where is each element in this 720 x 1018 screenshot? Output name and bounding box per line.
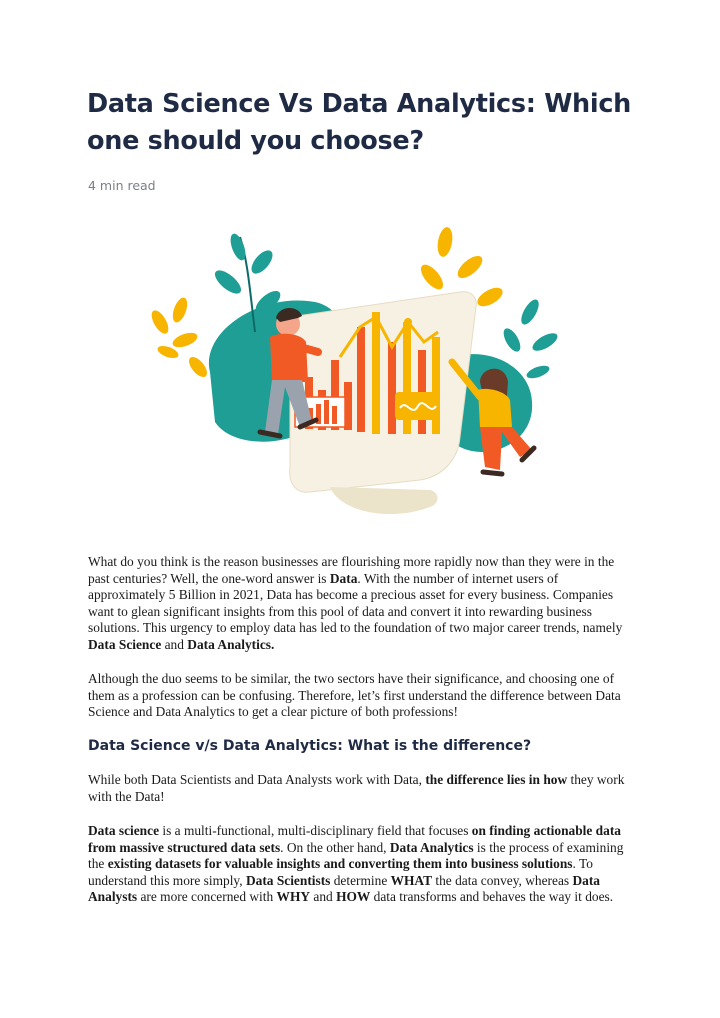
paragraph-definitions: Data science is a multi-functional, multi-disciplinary field that focuses on finding actionable data from massive structured data sets. On the other hand, Data Analytics is the process of examining the existing datasets for valuable insights and converting them into business solutions. To understand this more simply, Data Scientists determine WHAT the data convey, whereas Data Analysts are more concerned with WHY and HOW data transforms and behaves the way it does.: [88, 823, 624, 905]
section-heading: Data Science v/s Data Analytics: What is the difference?: [88, 738, 532, 754]
paper-sheet: [290, 292, 477, 493]
paragraph-duo: Although the duo seems to be similar, the two sectors have their significance, and choosing one of them as a profession can be confusing. Therefore, let’s first understand the difference between Data Science and Data Analytics to get a clear picture of both professions!: [88, 671, 621, 720]
paragraph-intro: What do you think is the reason businesses are flourishing more rapidly now than they were in the past centuries? Well, the one-word answer is Data. With the number of internet users of approximately 5 Billion in 2021, Data has become a precious asset for every business. Companies want to glean significant insights from this pool of data and convert it into rewarding business solutions. This urgency to employ data has led to the foundation of two major career trends, namely Data Science and Data Analytics.: [88, 554, 623, 652]
article-title: Data Science Vs Data Analytics: Which one should you choose?: [87, 89, 631, 156]
leaves-yellow-left-icon: [148, 296, 210, 380]
paper-curl: [330, 487, 438, 514]
paragraph-difference: While both Data Scientists and Data Analysts work with Data, the difference lies in how they work with the Data!: [88, 772, 625, 804]
read-time: 4 min read: [88, 178, 156, 193]
data-analytics-illustration-icon: [140, 222, 570, 532]
